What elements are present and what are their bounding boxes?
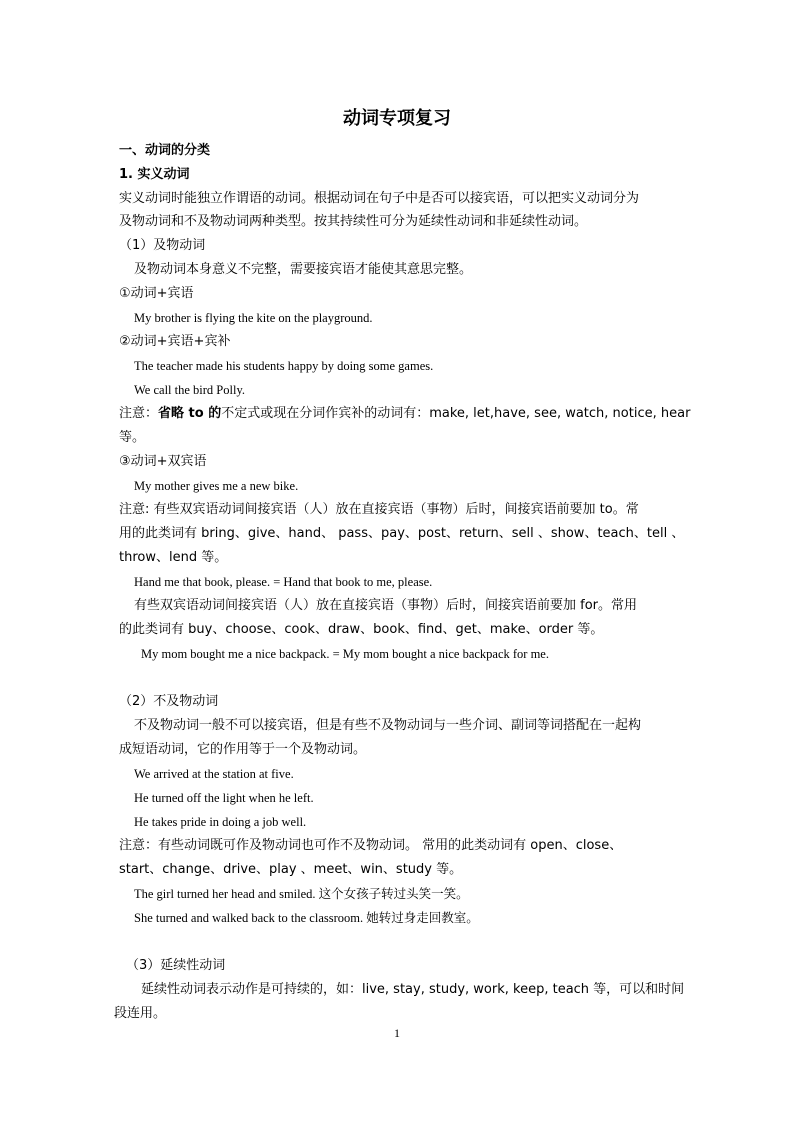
paragraph-line: 及物动词本身意义不完整，需要接宾语才能使其意思完整。 [134, 262, 473, 277]
example-sentence: Hand me that book, please. = Hand that book to me, please. [134, 575, 433, 589]
example-sentence: The teacher made his students happy by doing some games. [134, 359, 434, 373]
paragraph-line: 成短语动词，它的作用等于一个及物动词。 [119, 742, 367, 757]
example-sentence: He takes pride in doing a job well. [134, 815, 307, 829]
example-sentence: The girl turned her head and smiled. 这个女孩子转过头笑一笑。 [134, 887, 469, 901]
section-heading: 一、动词的分类 [119, 143, 211, 158]
example-sentence: He turned off the light when he left. [134, 791, 314, 805]
note-line: 的此类词有 buy、choose、cook、draw、book、find、get、make、order 等。 [119, 622, 604, 637]
example-sentence: We call the bird Polly. [134, 383, 246, 397]
note-line: 注意：有些动词既可作及物动词也可作不及物动词。 常用的此类动词有 open、close、 [119, 838, 623, 853]
pattern-label: ①动词+宾语 [119, 286, 194, 301]
note-line [119, 405, 690, 423]
subsection-heading: 1. 实义动词 [119, 167, 190, 182]
note-line: 注意: 有些双宾语动词间接宾语（人）放在直接宾语（事物）后时，间接宾语前要加 to。常 [119, 502, 639, 517]
paragraph-line: 段连用。 [114, 1006, 167, 1021]
note-bold: 省略 to 的 [158, 406, 222, 421]
note-line: start、change、drive、play 、meet、win、study 等。 [119, 862, 463, 877]
page-title: 动词专项复习 [343, 108, 451, 129]
sub-heading: （2）不及物动词 [119, 694, 219, 709]
example-sentence: My brother is flying the kite on the playground. [134, 311, 373, 325]
note-line: 等。 [119, 430, 146, 445]
note-text: 不定式或现在分词作宾补的动词有：make, let,have, see, watch, notice, hear [221, 406, 691, 421]
note-line: 用的此类词有 bring、give、hand、 pass、pay、post、return、sell 、show、teach、tell 、 [119, 526, 685, 541]
pattern-label: ②动词+宾语+宾补 [119, 334, 231, 349]
sub-heading: （3）延续性动词 [126, 958, 226, 973]
sub-heading: （1）及物动词 [119, 238, 206, 253]
paragraph-line: 及物动词和不及物动词两种类型。按其持续性可分为延续性动词和非延续性动词。 [119, 214, 588, 229]
note-line: 有些双宾语动词间接宾语（人）放在直接宾语（事物）后时，间接宾语前要加 for。常用 [134, 598, 638, 613]
example-sentence: We arrived at the station at five. [134, 767, 294, 781]
pattern-label: ③动词+双宾语 [119, 454, 207, 469]
paragraph-line: 不及物动词一般不可以接宾语，但是有些不及物动词与一些介词、副词等词搭配在一起构 [134, 718, 642, 733]
page-number: 1 [394, 1026, 400, 1040]
example-sentence: My mom bought me a nice backpack. = My mom bought a nice backpack for me. [141, 647, 549, 661]
paragraph-line: 延续性动词表示动作是可持续的，如：live, stay, study, work, keep, teach 等，可以和时间 [141, 982, 685, 997]
example-sentence: My mother gives me a new bike. [134, 479, 299, 493]
note-line: throw、lend 等。 [119, 550, 228, 565]
example-sentence: She turned and walked back to the classroom. 她转过身走回教室。 [134, 911, 479, 925]
paragraph-line: 实义动词时能独立作谓语的动词。根据动词在句子中是否可以接宾语，可以把实义动词分为 [119, 191, 640, 206]
note-label: 注意： [119, 406, 159, 421]
